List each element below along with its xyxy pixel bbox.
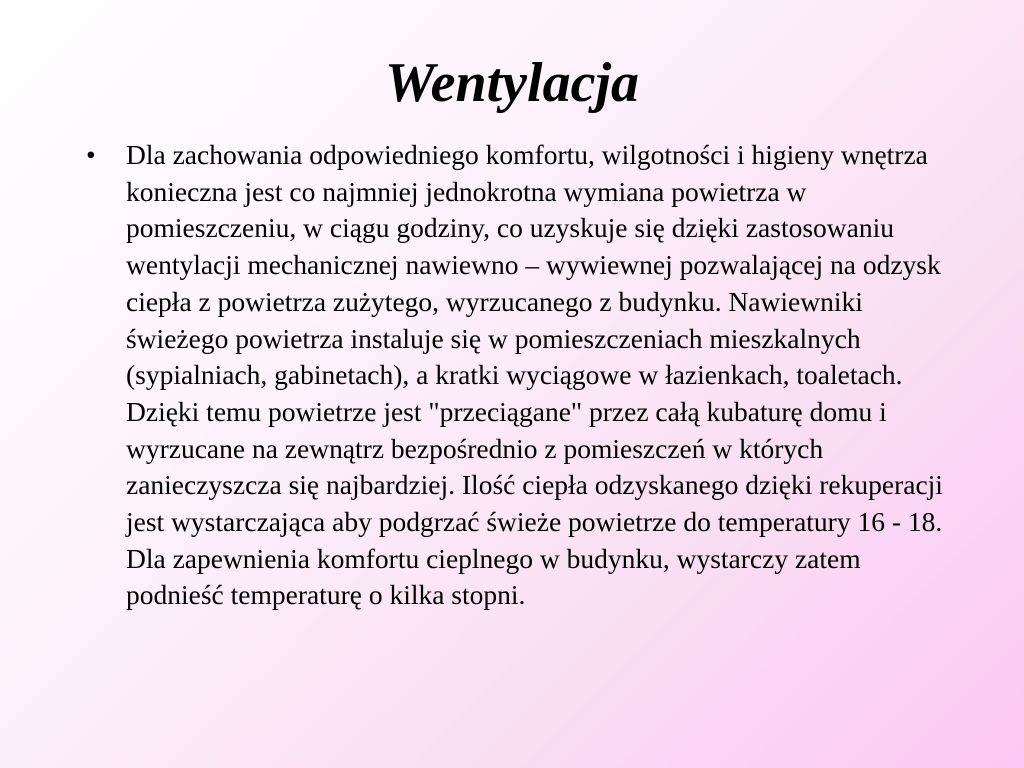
slide-content: [86, 137, 944, 614]
bullet-text: Dla zachowania odpowiedniego komfortu, wilgotności i higieny wnętrza konieczna jest co najmniej jednokrotna wymiana powietrza w pomieszczeniu, w ciągu godziny, co uzyskuje się dzięki zastosowaniu wentylacji mechanicznej nawiewno – wywiewnej pozwalającej na odzysk ciepła z powietrza zużytego, wyrzucanego z budynku. Nawiewniki świeżego powietrza instaluje się w pomieszczeniach mieszkalnych (sypialniach, gabinetach), a kratki wyciągowe w łazienkach, toaletach. Dzięki temu powietrze jest "przeciągane" przez całą kubaturę domu i wyrzucane na zewnątrz bezpośrednio z pomieszczeń w których zanieczyszcza się najbardziej. Ilość ciepła odzyskanego dzięki rekuperacji jest wystarczająca aby podgrzać świeże powietrze do temperatury 16 - 18. Dla zapewnienia komfortu cieplnego w budynku, wystarczy zatem podnieść temperaturę o kilka stopni.: [126, 139, 943, 611]
bullet-marker: •: [86, 139, 96, 170]
bullet-item: [86, 137, 944, 614]
slide-title: Wentylacja: [384, 52, 640, 114]
